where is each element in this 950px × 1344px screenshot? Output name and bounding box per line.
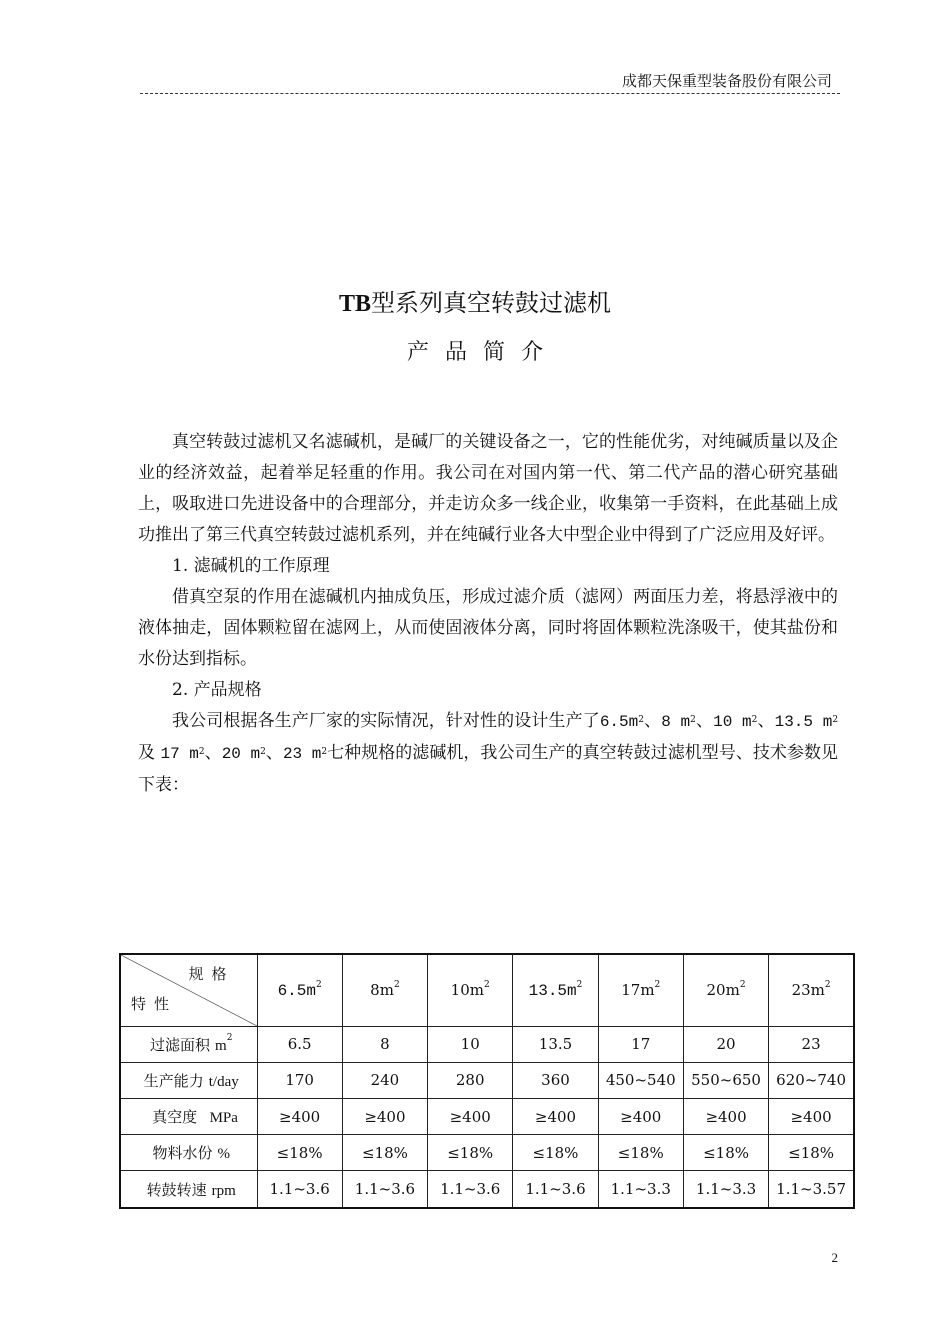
table-cell: ≥400 bbox=[598, 1098, 683, 1134]
table-cell: ≥400 bbox=[428, 1098, 513, 1134]
spec-sup: 2 bbox=[638, 715, 644, 725]
table-cell: 170 bbox=[257, 1062, 342, 1098]
row-header: 物料水份 % bbox=[120, 1135, 257, 1171]
intro-paragraph: 真空转鼓过滤机又名滤碱机，是碱厂的关键设备之一，它的性能优劣，对纯碱质量以及企业的经济效益，起着举足轻重的作用。我公司在对国内第一代、第二代产品的潜心研究基础上，吸取进口先进设备中的合理部分，并走访众多一线企业，收集第一手资料，在此基础上成功推出了第三代真空转鼓过滤机系列，并在纯碱行业各大中型企业中得到了广泛应用及好评。 bbox=[138, 432, 838, 545]
table-cell: ≤18% bbox=[513, 1135, 598, 1171]
table-cell: 17 bbox=[598, 1026, 683, 1062]
table-row bbox=[120, 1098, 854, 1134]
table-cell: ≥400 bbox=[342, 1098, 427, 1134]
table-cell: 280 bbox=[428, 1062, 513, 1098]
table-cell: 20 bbox=[683, 1026, 768, 1062]
table-cell: 10 bbox=[428, 1026, 513, 1062]
table-corner-cell bbox=[120, 954, 257, 1026]
corner-label-property: 特性 bbox=[131, 994, 178, 1013]
table-cell: ≤18% bbox=[769, 1135, 854, 1171]
table-cell: ≥400 bbox=[683, 1098, 768, 1134]
spec-8: 8 m bbox=[661, 713, 691, 731]
corner-label-spec: 规格 bbox=[188, 965, 235, 983]
spec-sup: 2 bbox=[832, 715, 839, 725]
table-cell: ≤18% bbox=[683, 1135, 768, 1171]
table-cell: ≥400 bbox=[513, 1098, 598, 1134]
table-cell: 1.1~3.57 bbox=[769, 1171, 854, 1208]
table-row bbox=[120, 1171, 854, 1208]
spec-sup: 2 bbox=[198, 747, 205, 757]
row-header: 生产能力 t/day bbox=[120, 1062, 257, 1098]
table-cell: ≤18% bbox=[257, 1135, 342, 1171]
table-cell: 1.1~3.6 bbox=[257, 1171, 342, 1208]
table-cell: 1.1~3.6 bbox=[428, 1171, 513, 1208]
table-cell: ≤18% bbox=[598, 1135, 683, 1171]
spec-sep: 、 bbox=[695, 711, 714, 731]
table-cell: 550~650 bbox=[683, 1062, 768, 1098]
spec-sep: 及 bbox=[138, 743, 161, 763]
spec-outro: 七种规格的滤碱机，我公司生产的真空转鼓过滤机型号、技术参数见下表： bbox=[138, 743, 839, 795]
spec-sep: 、 bbox=[204, 743, 222, 763]
row-header: 过滤面积 $m^2$ bbox=[120, 1026, 257, 1062]
spec-6-5: 6.5m bbox=[599, 713, 639, 731]
section-1-heading: 1. 滤碱机的工作原理 bbox=[172, 556, 330, 576]
table-cell: 360 bbox=[513, 1062, 598, 1098]
document-body bbox=[138, 427, 838, 801]
table-cell: 1.1~3.6 bbox=[513, 1171, 598, 1208]
table-header-row bbox=[120, 954, 854, 1026]
column-header: $6.5m^2$ bbox=[257, 954, 342, 1026]
column-header: $23m^2$ bbox=[769, 954, 854, 1026]
column-header: $13.5m^2$ bbox=[513, 954, 598, 1026]
spec-23: 23 m bbox=[282, 745, 322, 763]
table-cell: 450~540 bbox=[598, 1062, 683, 1098]
spec-sup: 2 bbox=[690, 715, 696, 725]
table-cell: ≥400 bbox=[257, 1098, 342, 1134]
table-cell: 620~740 bbox=[769, 1062, 854, 1098]
spec-intro: 我公司根据各生产厂家的实际情况，针对性的设计生产了 bbox=[172, 711, 600, 731]
spec-sep: 、 bbox=[643, 711, 662, 731]
header-company: 成都天保重型装备股份有限公司 bbox=[621, 72, 832, 90]
table-cell: ≤18% bbox=[428, 1135, 513, 1171]
title-text: 型系列真空转鼓过滤机 bbox=[371, 289, 611, 317]
table-cell: 8 bbox=[342, 1026, 427, 1062]
spec-sep: 、 bbox=[265, 743, 283, 763]
table-row bbox=[120, 1135, 854, 1171]
table-cell: ≥400 bbox=[769, 1098, 854, 1134]
table-cell: ≤18% bbox=[342, 1135, 427, 1171]
section-2-body bbox=[138, 706, 838, 801]
page-number: 2 bbox=[831, 1250, 838, 1265]
row-header: 真空度 MPa bbox=[120, 1098, 257, 1134]
column-header: $8m^2$ bbox=[342, 954, 427, 1026]
spec-20: 20 m bbox=[221, 745, 261, 763]
table-cell: 240 bbox=[342, 1062, 427, 1098]
table-row bbox=[120, 1026, 854, 1062]
title-prefix: TB bbox=[338, 291, 371, 317]
spec-sup: 2 bbox=[321, 747, 328, 757]
spec-17: 17 m bbox=[160, 745, 199, 763]
table-cell: 6.5 bbox=[257, 1026, 342, 1062]
table-cell: 1.1~3.3 bbox=[598, 1171, 683, 1208]
row-header: 转鼓转速 rpm bbox=[120, 1171, 257, 1208]
spec-sup: 2 bbox=[260, 747, 266, 757]
document-subtitle: 产品简介 bbox=[406, 340, 559, 365]
spec-sup: 2 bbox=[751, 715, 758, 725]
table-row bbox=[120, 1062, 854, 1098]
document-title bbox=[0, 283, 950, 318]
spec-13-5: 13.5 m bbox=[774, 713, 833, 731]
header-divider bbox=[140, 93, 840, 94]
table-cell: 1.1~3.3 bbox=[683, 1171, 768, 1208]
spec-table bbox=[119, 953, 855, 1209]
table-cell: 23 bbox=[769, 1026, 854, 1062]
column-header: $17m^2$ bbox=[598, 954, 683, 1026]
table-cell: 1.1~3.6 bbox=[342, 1171, 427, 1208]
column-header: $20m^2$ bbox=[683, 954, 768, 1026]
page-header bbox=[140, 64, 840, 94]
section-1-body: 借真空泵的作用在滤碱机内抽成负压，形成过滤介质（滤网）两面压力差，将悬浮液中的液体抽走，固体颗粒留在滤网上，从而使固液体分离，同时将固体颗粒洗涤吸干，使其盐份和水份达到指标。 bbox=[138, 587, 838, 669]
spec-10: 10 m bbox=[713, 713, 752, 731]
spec-sep: 、 bbox=[757, 711, 775, 731]
section-2-heading: 2. 产品规格 bbox=[172, 680, 262, 700]
table-cell: 13.5 bbox=[513, 1026, 598, 1062]
column-header: $10m^2$ bbox=[428, 954, 513, 1026]
